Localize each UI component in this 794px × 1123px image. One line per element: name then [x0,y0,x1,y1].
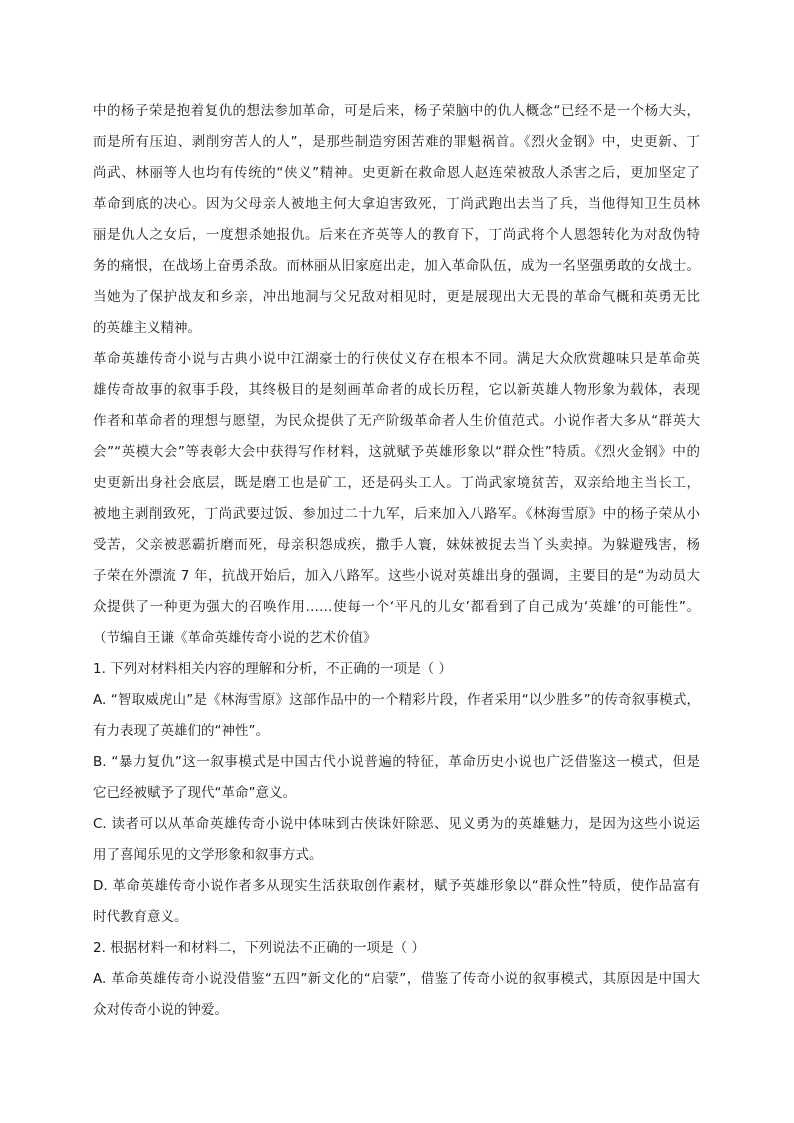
document-page [93,96,700,1026]
text-line: 当她为了保护战友和乡亲，冲出地洞与父兄敌对相见时，更是展现出大无畏的革命气概和英勇无比 [93,289,700,305]
text-line: 众提供了一种更为强大的召唤作用……使每一个‘平凡的儿女’都看到了自己成为‘英雄’的可能性”。 [93,599,700,615]
text-line: 革命到底的决心。因为父母亲人被地主何大拿迫害致死，丁尚武跑出去当了兵，当他得知卫生员林 [93,196,700,212]
text-line: 众对传奇小说的钟爱。 [93,1002,228,1018]
text-line: 尚武、林丽等人也均有传统的“侠义”精神。史更新在救命恩人赵连荣被敌人杀害之后，更加坚定了 [93,165,700,181]
text-line: 子荣在外漂流 7 年，抗战开始后，加入八路军。这些小说对英雄出身的强调，主要目的是“为动员大 [93,568,700,584]
text-line: 而是所有压迫、剥削穷苦人的人”，是那些制造穷困苦难的罪魁祸首。《烈火金钢》中，史更新、丁 [93,134,700,150]
text-line: 史更新出身社会底层，既是磨工也是矿工，还是码头工人。丁尚武家境贫苦，双亲给地主当长工， [93,475,700,491]
text-line: 用了喜闻乐见的文学形象和叙事方式。 [93,847,323,863]
text-line: 丽是仇人之女后，一度想杀她报仇。后来在齐英等人的教育下，丁尚武将个人恩怨转化为对敌伪特 [93,227,700,243]
text-line: 1. 下列对材料相关内容的理解和分析，不正确的一项是（ ） [93,661,452,677]
text-line: 时代教育意义。 [93,909,188,925]
text-line: 有力表现了英雄们的“神性”。 [93,723,269,739]
text-line: A. 革命英雄传奇小说没借鉴“五四”新文化的“启蒙”，借鉴了传奇小说的叙事模式，其原因是中国大 [93,971,700,987]
text-line: 中的杨子荣是抱着复仇的想法参加革命，可是后来，杨子荣脑中的仇人概念“已经不是一个杨大头， [93,103,700,119]
text-line: 受苦，父亲被恶霸折磨而死，母亲积怨成疾，撒手人寰，妹妹被捉去当丫头卖掉。为躲避残害，杨 [93,537,700,553]
text-line: 雄传奇故事的叙事手段，其终极目的是刻画革命者的成长历程，它以新英雄人物形象为载体，表现 [93,382,700,398]
text-line: C. 读者可以从革命英雄传奇小说中体味到古侠诛奸除恶、见义勇为的英雄魅力，是因为这些小说运 [93,816,700,832]
text-line: 务的痛恨，在战场上奋勇杀敌。而林丽从旧家庭出走，加入革命队伍，成为一名坚强勇敢的女战士。 [93,258,700,274]
text-line: 2. 根据材料一和材料二，下列说法不正确的一项是（ ） [93,940,425,956]
text-line: D. 革命英雄传奇小说作者多从现实生活获取创作素材，赋予英雄形象以“群众性”特质，使作品富有 [93,878,700,894]
text-line: B. “暴力复仇”这一叙事模式是中国古代小说普遍的特征，革命历史小说也广泛借鉴这一模式，但是 [93,754,700,770]
text-line: 作者和革命者的理想与愿望，为民众提供了无产阶级革命者人生价值范式。小说作者大多从“群英大 [93,413,700,429]
text-line: 它已经被赋予了现代“革命”意义。 [93,785,296,801]
text-line: A. “智取威虎山”是《林海雪原》这部作品中的一个精彩片段，作者采用“以少胜多”的传奇叙事模式， [93,692,700,708]
text-line: 革命英雄传奇小说与古典小说中江湖豪士的行侠仗义存在根本不同。满足大众欣赏趣味只是革命英 [93,351,700,367]
text-line: 的英雄主义精神。 [93,320,201,336]
text-line: （节编自王谦《革命英雄传奇小说的艺术价值》 [93,630,377,646]
text-line: 被地主剥削致死，丁尚武要过饭、参加过二十九军，后来加入八路军。《林海雪原》中的杨子荣从小 [93,506,700,522]
text-line: 会”“英模大会”等表彰大会中获得写作材料，这就赋予英雄形象以“群众性”特质。《烈火金钢》中的 [93,444,700,460]
